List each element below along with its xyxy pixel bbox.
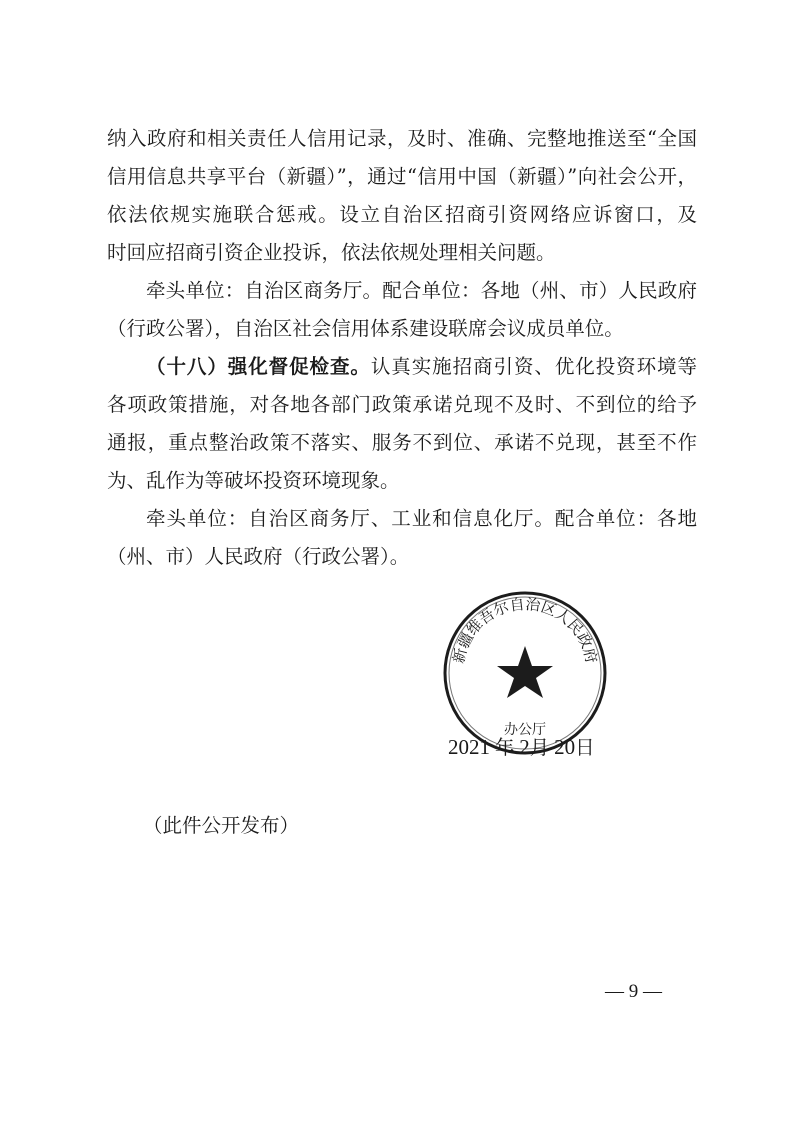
public-release-note: （此件公开发布） xyxy=(143,814,300,837)
official-seal-icon xyxy=(440,588,610,758)
paragraph-line: 依法依规实施联合惩戒。设立自治区招商引资网络应诉窗口，及 xyxy=(107,203,697,226)
section-heading-line xyxy=(146,356,697,378)
date-year: 2021 xyxy=(448,735,490,759)
date-day: 20 xyxy=(554,735,576,759)
date-day-suffix: 日 xyxy=(575,738,595,759)
paragraph-line: 时回应招商引资企业投诉，依法依规处理相关问题。 xyxy=(107,241,556,264)
page-number: — 9 — xyxy=(605,981,662,1002)
paragraph-text: 认真实施招商引资、优化投资环境等 xyxy=(370,355,697,378)
lead-unit-line: （行政公署），自治区社会信用体系建设联席会议成员单位。 xyxy=(107,317,624,340)
section-heading: （十八）强化督促检查。 xyxy=(146,355,371,378)
paragraph-line: 各项政策措施，对各地各部门政策承诺兑现不及时、不到位的给予 xyxy=(107,393,697,416)
paragraph-line: 信用信息共享平台（新疆）”，通过“信用中国（新疆）”向社会公开， xyxy=(107,165,697,188)
seal-bottom-text: 办公厅 xyxy=(504,722,546,738)
lead-unit-line: （州、市）人民政府（行政公署）。 xyxy=(107,545,410,568)
paragraph-line: 通报，重点整治政策不落实、服务不到位、承诺不兑现，甚至不作 xyxy=(107,431,697,454)
date-month-suffix: 月 xyxy=(529,738,550,759)
paragraph-line: 纳入政府和相关责任人信用记录，及时、准确、完整地推送至“全国 xyxy=(107,127,697,150)
seal-arc-text: 新疆维吾尔自治区人民政府 xyxy=(449,595,601,666)
date-year-suffix: 年 xyxy=(494,738,515,759)
lead-unit-line: 牵头单位：自治区商务厅。配合单位：各地（州、市）人民政府 xyxy=(146,279,697,302)
date-month: 2 xyxy=(519,735,530,759)
seal-star-icon xyxy=(497,646,553,698)
lead-unit-line: 牵头单位：自治区商务厅、工业和信息化厅。配合单位：各地 xyxy=(146,507,697,530)
paragraph-line: 为、乱作为等破坏投资环境现象。 xyxy=(107,469,400,492)
